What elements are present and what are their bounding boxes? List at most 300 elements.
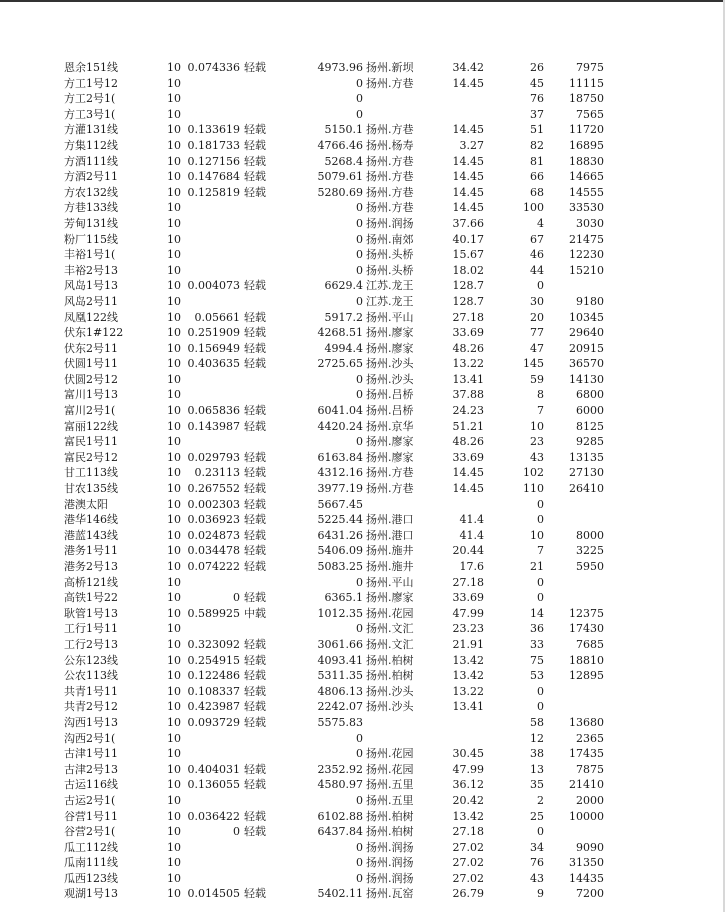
capacity-cell: 6365.1	[324, 591, 363, 605]
voltage-cell: 10	[167, 201, 181, 215]
total-cell: 3225	[576, 544, 604, 558]
load-rate-cell: 0.254915	[187, 653, 240, 667]
capacity-cell: 0	[356, 216, 363, 230]
substation-cell: 扬州.方巷	[366, 154, 414, 168]
total-cell: 18750	[569, 92, 604, 106]
substation-cell: 扬州.廖家	[366, 435, 414, 449]
substation-cell: 扬州.沙头	[366, 684, 414, 698]
count-cell: 76	[530, 92, 544, 106]
load-rate-cell: 0.143987	[187, 419, 240, 433]
length-cell: 23.23	[452, 622, 484, 636]
substation-cell: 扬州.吕桥	[366, 388, 414, 402]
capacity-cell: 2352.92	[317, 762, 363, 776]
voltage-cell: 10	[167, 762, 181, 776]
total-cell: 33530	[569, 201, 604, 215]
total-cell: 12895	[569, 669, 604, 683]
total-cell: 36570	[569, 357, 604, 371]
load-status-cell: 轻载	[244, 61, 266, 74]
count-cell: 0	[537, 591, 544, 605]
substation-cell: 扬州.施井	[366, 560, 414, 573]
capacity-cell: 5667.45	[317, 497, 363, 511]
length-cell: 14.45	[452, 76, 484, 90]
count-cell: 0	[537, 279, 544, 293]
line-name-cell: 港务1号11	[64, 544, 118, 558]
line-name-cell: 瓜工112线	[64, 840, 118, 854]
substation-cell: 扬州.方巷	[366, 123, 414, 137]
line-name-cell: 伏圆1号11	[64, 357, 118, 371]
count-cell: 43	[530, 871, 544, 885]
line-name-cell: 方农132线	[64, 185, 118, 199]
voltage-cell: 10	[167, 871, 181, 885]
capacity-cell: 6163.84	[317, 450, 363, 464]
count-cell: 10	[530, 528, 544, 542]
load-rate-cell: 0.403635	[187, 357, 240, 371]
load-status-cell: 轻载	[244, 341, 266, 355]
total-cell: 6800	[576, 388, 604, 402]
load-rate-cell: 0.589925	[187, 606, 240, 620]
count-cell: 0	[537, 684, 544, 698]
load-rate-cell: 0	[233, 825, 240, 839]
voltage-cell: 10	[167, 778, 181, 792]
capacity-cell: 5079.61	[317, 170, 363, 184]
length-cell: 40.17	[452, 232, 484, 246]
load-status-cell: 轻载	[244, 684, 266, 698]
substation-cell: 扬州.文汇	[366, 622, 414, 636]
line-name-cell: 共青1号11	[64, 684, 118, 698]
substation-cell: 扬州.吕桥	[366, 404, 414, 418]
load-status-cell: 轻载	[244, 528, 266, 542]
load-rate-cell: 0.156949	[187, 341, 240, 355]
length-cell: 27.18	[452, 575, 484, 589]
capacity-cell: 5225.44	[317, 513, 363, 527]
length-cell: 27.02	[452, 871, 484, 885]
capacity-cell: 5280.69	[317, 185, 363, 199]
length-cell: 13.22	[452, 357, 484, 371]
substation-cell: 扬州.杨寿	[366, 138, 414, 152]
load-status-cell: 轻载	[244, 482, 266, 496]
load-rate-cell: 0.125819	[187, 185, 240, 199]
line-name-cell: 瓜南111线	[64, 856, 118, 870]
count-cell: 0	[537, 513, 544, 527]
count-cell: 100	[523, 201, 544, 215]
load-status-cell: 轻载	[244, 138, 266, 152]
count-cell: 20	[530, 310, 544, 324]
total-cell: 17435	[569, 747, 604, 761]
load-status-cell: 轻载	[244, 887, 266, 901]
count-cell: 37	[530, 107, 544, 121]
capacity-cell: 0	[356, 107, 363, 121]
substation-cell: 扬州.廖家	[366, 341, 414, 355]
voltage-cell: 10	[167, 107, 181, 121]
count-cell: 12	[530, 731, 544, 745]
capacity-cell: 0	[356, 76, 363, 90]
total-cell: 29640	[569, 326, 604, 340]
substation-cell: 扬州.廖家	[366, 326, 414, 340]
capacity-cell: 0	[356, 92, 363, 106]
capacity-cell: 0	[356, 840, 363, 854]
total-cell: 16895	[569, 138, 604, 152]
line-name-cell: 共青2号12	[64, 700, 118, 714]
capacity-cell: 0	[356, 871, 363, 885]
load-status-cell: 轻载	[244, 544, 266, 558]
capacity-cell: 4994.4	[324, 341, 363, 355]
total-cell: 14130	[569, 372, 604, 386]
substation-cell: 扬州.润扬	[366, 856, 414, 870]
length-cell: 27.18	[452, 825, 484, 839]
length-cell: 14.45	[452, 123, 484, 137]
count-cell: 10	[530, 419, 544, 433]
load-status-cell: 中载	[244, 606, 266, 620]
voltage-cell: 10	[167, 357, 181, 371]
length-cell: 20.42	[452, 793, 484, 807]
line-name-cell: 港蓝143线	[64, 528, 118, 542]
count-cell: 33	[530, 637, 544, 651]
capacity-cell: 0	[356, 248, 363, 262]
load-status-cell: 轻载	[244, 357, 266, 371]
length-cell: 14.45	[452, 466, 484, 480]
voltage-cell: 10	[167, 216, 181, 230]
capacity-cell: 5575.83	[317, 715, 363, 729]
count-cell: 13	[530, 762, 544, 776]
line-name-cell: 工行1号11	[64, 622, 118, 636]
load-rate-cell: 0.004073	[187, 279, 240, 293]
load-status-cell: 轻载	[244, 560, 266, 573]
total-cell: 12230	[569, 248, 604, 262]
voltage-cell: 10	[167, 747, 181, 761]
count-cell: 30	[530, 294, 544, 308]
count-cell: 0	[537, 575, 544, 589]
length-cell: 13.41	[452, 372, 484, 386]
length-cell: 34.42	[452, 61, 484, 74]
capacity-cell: 5917.2	[324, 310, 363, 324]
line-name-cell: 方集112线	[64, 138, 118, 152]
count-cell: 81	[530, 154, 544, 168]
voltage-cell: 10	[167, 513, 181, 527]
capacity-cell: 3061.66	[317, 637, 363, 651]
load-status-cell: 轻载	[244, 591, 266, 605]
load-rate-cell: 0.323092	[187, 637, 240, 651]
line-name-cell: 方巷133线	[64, 201, 118, 215]
load-rate-cell: 0.093729	[187, 715, 240, 729]
total-cell: 11115	[569, 76, 604, 90]
length-cell: 33.69	[452, 591, 484, 605]
load-status-cell: 轻载	[244, 326, 266, 340]
total-cell: 3030	[576, 216, 604, 230]
line-name-cell: 甘农135线	[64, 482, 118, 496]
total-cell: 11720	[569, 123, 604, 137]
length-cell: 33.69	[452, 326, 484, 340]
count-cell: 4	[537, 216, 544, 230]
load-rate-cell: 0.014505	[187, 887, 240, 901]
length-cell: 13.42	[452, 669, 484, 683]
total-cell: 7875	[576, 762, 604, 776]
substation-cell: 扬州.润扬	[366, 871, 414, 885]
voltage-cell: 10	[167, 123, 181, 137]
substation-cell: 扬州.方巷	[366, 482, 414, 496]
capacity-cell: 0	[356, 731, 363, 745]
voltage-cell: 10	[167, 793, 181, 807]
capacity-cell: 4580.97	[317, 778, 363, 792]
load-rate-cell: 0.074336	[187, 61, 240, 74]
line-name-cell: 方酒111线	[64, 154, 118, 168]
count-cell: 0	[537, 700, 544, 714]
voltage-cell: 10	[167, 294, 181, 308]
substation-cell: 扬州.柏树	[366, 653, 414, 667]
line-name-cell: 古运116线	[64, 778, 118, 792]
line-name-cell: 谷营1号11	[64, 809, 118, 823]
count-cell: 68	[530, 185, 544, 199]
load-status-cell: 轻载	[244, 310, 266, 324]
voltage-cell: 10	[167, 637, 181, 651]
voltage-cell: 10	[167, 263, 181, 277]
substation-cell: 扬州.花园	[366, 606, 414, 620]
voltage-cell: 10	[167, 497, 181, 511]
total-cell: 27130	[569, 466, 604, 480]
total-cell: 13680	[569, 715, 604, 729]
length-cell: 26.79	[452, 887, 484, 901]
length-cell: 37.88	[452, 388, 484, 402]
substation-cell: 扬州.廖家	[366, 591, 414, 605]
count-cell: 58	[530, 715, 544, 729]
line-name-cell: 富民1号11	[64, 435, 118, 449]
line-name-cell: 方酒2号11	[64, 170, 118, 184]
line-name-cell: 恩余151线	[64, 61, 118, 74]
substation-cell: 扬州.方巷	[366, 466, 414, 480]
load-status-cell: 轻载	[244, 778, 266, 792]
total-cell: 15210	[569, 263, 604, 277]
total-cell: 7565	[576, 107, 604, 121]
total-cell: 2365	[576, 731, 604, 745]
load-rate-cell: 0.136055	[187, 778, 240, 792]
length-cell: 47.99	[452, 606, 484, 620]
total-cell: 14555	[569, 185, 604, 199]
length-cell: 27.18	[452, 310, 484, 324]
substation-cell: 扬州.施井	[366, 544, 414, 558]
line-name-cell: 港澳太阳	[64, 497, 108, 511]
line-name-cell: 沟西1号13	[64, 715, 118, 729]
line-name-cell: 观湖1号13	[64, 887, 118, 901]
load-status-cell: 轻载	[244, 825, 266, 839]
substation-cell: 扬州.新坝	[366, 61, 414, 74]
count-cell: 67	[530, 232, 544, 246]
load-status-cell: 轻载	[244, 404, 266, 418]
length-cell: 41.4	[459, 528, 484, 542]
capacity-cell: 4806.13	[317, 684, 363, 698]
count-cell: 77	[530, 326, 544, 340]
total-cell: 6000	[576, 404, 604, 418]
substation-cell: 扬州.方巷	[366, 201, 414, 215]
substation-cell: 扬州.港口	[366, 528, 414, 542]
substation-cell: 扬州.廖家	[366, 450, 414, 464]
total-cell: 8125	[576, 419, 604, 433]
count-cell: 45	[530, 76, 544, 90]
length-cell: 14.45	[452, 170, 484, 184]
capacity-cell: 2242.07	[317, 700, 363, 714]
count-cell: 46	[530, 248, 544, 262]
capacity-cell: 2725.65	[317, 357, 363, 371]
capacity-cell: 0	[356, 388, 363, 402]
load-status-cell: 轻载	[244, 123, 266, 137]
line-name-cell: 伏东1#122	[64, 326, 124, 340]
total-cell: 9090	[576, 840, 604, 854]
substation-cell: 扬州.京华	[366, 419, 414, 433]
load-rate-cell: 0.002303	[187, 497, 240, 511]
substation-cell: 扬州.润扬	[366, 840, 414, 854]
load-status-cell: 轻载	[244, 700, 266, 714]
load-rate-cell: 0.404031	[187, 762, 240, 776]
line-name-cell: 古津1号11	[64, 747, 118, 761]
voltage-cell: 10	[167, 61, 181, 74]
voltage-cell: 10	[167, 653, 181, 667]
count-cell: 76	[530, 856, 544, 870]
total-cell: 14435	[569, 871, 604, 885]
total-cell: 13135	[569, 450, 604, 464]
length-cell: 30.45	[452, 747, 484, 761]
line-name-cell: 丰裕1号1(	[64, 248, 116, 262]
total-cell: 21475	[569, 232, 604, 246]
load-status-cell: 轻载	[244, 466, 266, 480]
voltage-cell: 10	[167, 809, 181, 823]
line-name-cell: 粉厂115线	[64, 232, 118, 246]
total-cell: 2000	[576, 793, 604, 807]
length-cell: 36.12	[452, 778, 484, 792]
total-cell: 10345	[569, 310, 604, 324]
line-name-cell: 谷营2号1(	[64, 825, 116, 839]
length-cell: 41.4	[459, 513, 484, 527]
count-cell: 7	[537, 404, 544, 418]
total-cell: 7685	[576, 637, 604, 651]
voltage-cell: 10	[167, 154, 181, 168]
load-status-cell: 轻载	[244, 637, 266, 651]
length-cell: 13.42	[452, 809, 484, 823]
line-name-cell: 古运2号1(	[64, 793, 116, 807]
voltage-cell: 10	[167, 669, 181, 683]
line-name-cell: 风岛2号11	[64, 294, 118, 308]
substation-cell: 扬州.花园	[366, 762, 414, 776]
length-cell: 51.21	[452, 419, 484, 433]
count-cell: 26	[530, 61, 544, 74]
total-cell: 8000	[576, 528, 604, 542]
voltage-cell: 10	[167, 76, 181, 90]
voltage-cell: 10	[167, 840, 181, 854]
line-name-cell: 富民2号12	[64, 450, 118, 464]
substation-cell: 江苏.龙王	[366, 279, 414, 293]
capacity-cell: 0	[356, 372, 363, 386]
capacity-cell: 0	[356, 201, 363, 215]
load-rate-cell: 0.267552	[187, 482, 240, 496]
total-cell: 18830	[569, 154, 604, 168]
voltage-cell: 10	[167, 279, 181, 293]
line-name-cell: 伏东2号11	[64, 341, 118, 355]
count-cell: 35	[530, 778, 544, 792]
count-cell: 47	[530, 341, 544, 355]
length-cell: 33.69	[452, 450, 484, 464]
voltage-cell: 10	[167, 310, 181, 324]
substation-cell: 扬州.平山	[366, 310, 414, 324]
line-name-cell: 高铁1号22	[64, 591, 118, 605]
length-cell: 18.02	[452, 263, 484, 277]
length-cell: 13.22	[452, 684, 484, 698]
substation-cell: 扬州.五里	[366, 778, 414, 792]
voltage-cell: 10	[167, 560, 181, 573]
load-rate-cell: 0	[233, 591, 240, 605]
load-status-cell: 轻载	[244, 762, 266, 776]
capacity-cell: 6102.88	[317, 809, 363, 823]
count-cell: 7	[537, 544, 544, 558]
capacity-cell: 0	[356, 263, 363, 277]
substation-cell: 扬州.沙头	[366, 372, 414, 386]
capacity-cell: 0	[356, 294, 363, 308]
count-cell: 53	[530, 669, 544, 683]
length-cell: 24.23	[452, 404, 484, 418]
capacity-cell: 5083.25	[317, 560, 363, 573]
line-name-cell: 富丽122线	[64, 419, 118, 433]
voltage-cell: 10	[167, 715, 181, 729]
load-rate-cell: 0.074222	[187, 560, 240, 573]
line-name-cell: 伏圆2号12	[64, 372, 118, 386]
voltage-cell: 10	[167, 138, 181, 152]
substation-cell: 扬州.方巷	[366, 185, 414, 199]
load-status-cell: 轻载	[244, 170, 266, 184]
substation-cell: 扬州.文汇	[366, 637, 414, 651]
voltage-cell: 10	[167, 575, 181, 589]
count-cell: 44	[530, 263, 544, 277]
line-name-cell: 方灌131线	[64, 123, 118, 137]
capacity-cell: 4973.96	[317, 61, 363, 74]
capacity-cell: 5311.35	[317, 669, 363, 683]
load-rate-cell: 0.147684	[187, 170, 240, 184]
total-cell: 26410	[569, 482, 604, 496]
line-name-cell: 方工2号1(	[64, 92, 116, 106]
voltage-cell: 10	[167, 825, 181, 839]
length-cell: 20.44	[452, 544, 484, 558]
length-cell: 14.45	[452, 201, 484, 215]
count-cell: 110	[523, 482, 544, 496]
substation-cell: 扬州.方巷	[366, 76, 414, 90]
count-cell: 21	[530, 560, 544, 573]
count-cell: 0	[537, 497, 544, 511]
voltage-cell: 10	[167, 388, 181, 402]
voltage-cell: 10	[167, 185, 181, 199]
total-cell: 7975	[576, 61, 604, 74]
substation-cell: 江苏.龙王	[366, 294, 414, 308]
voltage-cell: 10	[167, 731, 181, 745]
total-cell: 17430	[569, 622, 604, 636]
voltage-cell: 10	[167, 341, 181, 355]
load-status-cell: 轻载	[244, 419, 266, 433]
capacity-cell: 3977.19	[317, 482, 363, 496]
capacity-cell: 5402.11	[317, 887, 363, 901]
capacity-cell: 4420.24	[317, 419, 363, 433]
capacity-cell: 0	[356, 575, 363, 589]
capacity-cell: 6437.84	[317, 825, 363, 839]
load-status-cell: 轻载	[244, 669, 266, 683]
capacity-cell: 4093.41	[317, 653, 363, 667]
line-name-cell: 方工3号1(	[64, 107, 116, 121]
total-cell: 20915	[569, 341, 604, 355]
length-cell: 47.99	[452, 762, 484, 776]
load-rate-cell: 0.034478	[187, 544, 240, 558]
total-cell: 14665	[569, 170, 604, 184]
substation-cell: 扬州.花园	[366, 747, 414, 761]
length-cell: 14.45	[452, 185, 484, 199]
line-name-cell: 富川2号1(	[64, 404, 116, 418]
length-cell: 128.7	[452, 294, 484, 308]
load-status-cell: 轻载	[244, 279, 266, 293]
count-cell: 102	[523, 466, 544, 480]
load-rate-cell: 0.23113	[194, 466, 240, 480]
voltage-cell: 10	[167, 482, 181, 496]
